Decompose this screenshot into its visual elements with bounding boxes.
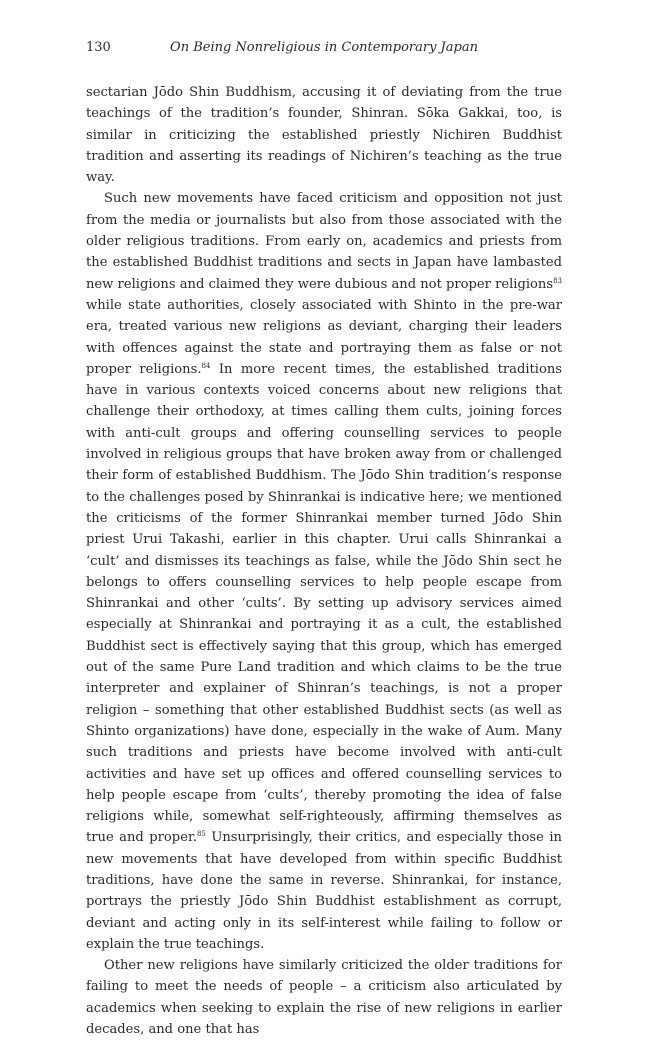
paragraph-text-segment: Such new movements have faced criticism and opposition not just from the media or journalists but also from those associated with the older religious traditions. From early on, academics and priests from the established Buddhist traditions and sects in Japan have lambasted new religions and claimed they were dubious and not proper religions bbox=[86, 191, 562, 292]
paragraph-text-segment: In more recent times, the established traditions have in various contexts voiced concerns about new religions that challenge their orthodoxy, at times calling them cults, joining forces with anti-cult groups and offering counselling services to people involved in religious groups that have broken away from or challenged their form of established Buddhism. The Jōdo Shin tradition’s response to the challenges posed by Shinrankai is indicative here; we mentioned the criticisms of the former Shinrankai member turned Jōdo Shin priest Urui Takashi, earlier in this chapter. Urui calls Shinrankai a ‘cult’ and dismisses its teachings as false, while the Jōdo Shin sect he belongs to offers counselling services to help people escape from Shinrankai and other ‘cults’. By setting up advisory services aimed especially at Shinrankai and portraying it as a cult, the established Buddhist sect is effectively saying that this group, which has emerged out of the same Pure Land tradition and which claims to be the true interpreter and explainer of Shinran’s teachings, is not a proper religion – something that other established Buddhist sects (as well as Shinto organizations) have done, especially in the wake of Aum. Many such traditions and priests have become involved with anti-cult activities and have set up offices and offered counselling services to help people escape from ‘cults’, thereby promoting the idea of false religions while, somewhat self-righteously, affirming themselves as true and proper. bbox=[86, 361, 562, 846]
page-number: 130 bbox=[86, 40, 111, 55]
footnote-ref-84[interactable]: 84 bbox=[201, 361, 211, 370]
paragraph-text-segment: while state authorities, closely associated with Shinto in the pre-war era, treated various new religions as deviant, charging their leaders with offences against the state and portraying them as false or not proper religions. bbox=[86, 297, 562, 377]
footnote-ref-83[interactable]: 83 bbox=[553, 276, 562, 285]
paragraph-continuation: sectarian Jōdo Shin Buddhism, accusing it of deviating from the true teachings of the tradition’s founder, Shinran. Sōka Gakkai, too, is similar in criticizing the established priestly Nichiren Buddhist tradition and asserting its readings of Nichiren’s teaching as the true way. bbox=[86, 85, 562, 186]
running-title: On Being Nonreligious in Contemporary Japan bbox=[170, 40, 478, 55]
book-page bbox=[86, 40, 562, 1040]
body-text bbox=[86, 82, 562, 1040]
paragraph-other-new-religions: Other new religions have similarly criticized the older traditions for failing to meet the needs of people – a criticism also articulated by academics when seeking to explain the rise of new religions in earlier decades, and one that has bbox=[86, 958, 562, 1038]
paragraph-text-segment: Unsurprisingly, their critics, and especially those in new movements that have developed from within specific Buddhist traditions, have done the same in reverse. Shinrankai, for instance, portrays the priestly Jōdo Shin Buddhist establishment as corrupt, deviant and acting only in its self-interest while failing to follow or explain the true teachings. bbox=[86, 830, 562, 952]
footnote-ref-85[interactable]: 85 bbox=[196, 830, 206, 839]
paragraph-new-movements bbox=[86, 188, 562, 955]
running-head bbox=[86, 40, 562, 60]
